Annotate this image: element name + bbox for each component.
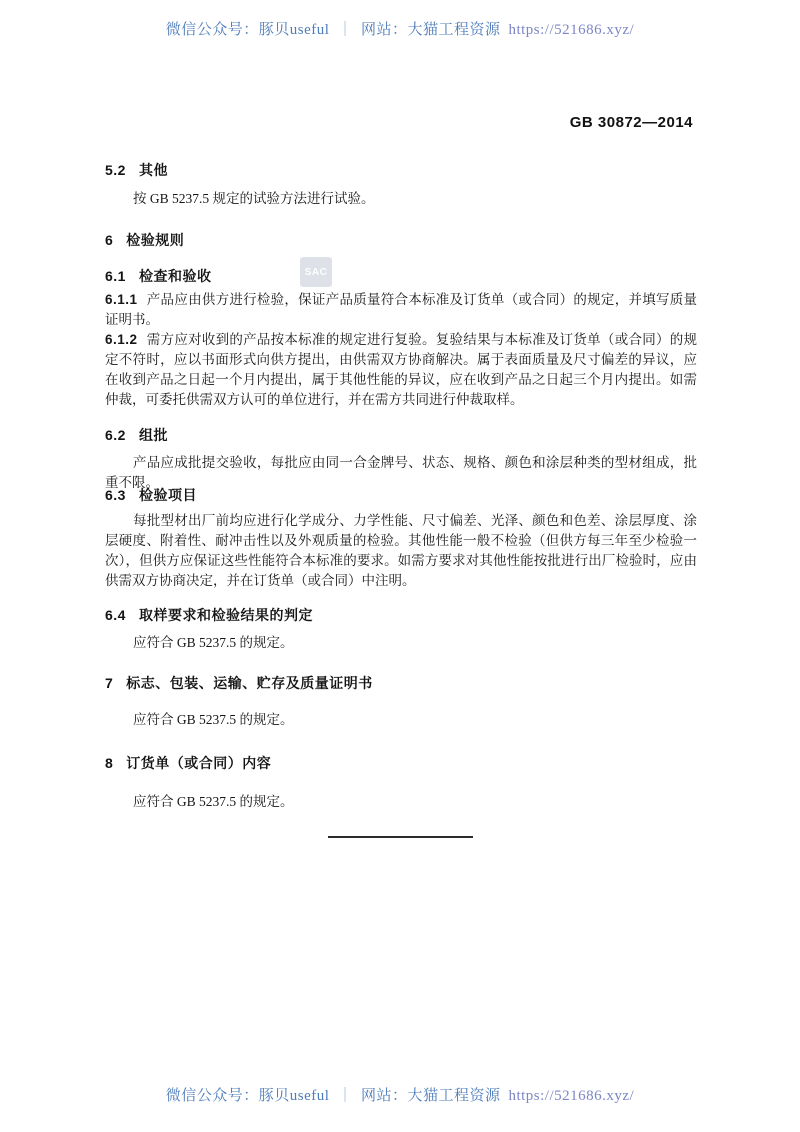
section-heading-6 (105, 230, 697, 250)
clause-number: 6.1.1 (105, 292, 138, 307)
section-title: 订货单（或合同）内容 (126, 755, 272, 771)
section-title: 标志、包装、运输、贮存及质量证明书 (126, 675, 373, 691)
wechat-account-label: 微信公众号：豚贝useful (165, 1088, 330, 1104)
section-title: 组批 (138, 427, 168, 443)
site-url-link[interactable]: https://521686.xyz/ (508, 1088, 635, 1104)
banner-separator: ｜ (337, 22, 353, 38)
paragraph-6-4: 应符合 GB 5237.5 的规定。 (133, 635, 294, 650)
banner-separator: ｜ (337, 1088, 353, 1104)
section-number: 6 (105, 232, 114, 248)
section-number: 6.1 (105, 268, 126, 284)
paragraph-8: 应符合 GB 5237.5 的规定。 (133, 794, 294, 809)
section-title: 检验项目 (138, 487, 197, 503)
end-of-document-rule (328, 836, 473, 838)
watermark-stamp (300, 257, 332, 287)
section-number: 5.2 (105, 162, 126, 178)
section-number: 6.2 (105, 427, 126, 443)
paragraph-7: 应符合 GB 5237.5 的规定。 (133, 712, 294, 727)
section-number: 6.4 (105, 607, 126, 623)
section-heading-6-3 (105, 485, 697, 505)
section-title: 检查和验收 (138, 268, 212, 284)
section-heading-5-2 (105, 160, 697, 180)
clause-text: 产品应由供方进行检验，保证产品质量符合本标准及订货单（或合同）的规定，并填写质量证明书。 (105, 292, 697, 327)
clause-6-1-1 (105, 290, 697, 330)
section-title: 取样要求和检验结果的判定 (138, 607, 313, 623)
clause-text: 需方应对收到的产品按本标准的规定进行复验。复验结果与本标准及订货单（或合同）的规定不符时，应以书面形式向供方提出，由供需双方协商解决。属于表面质量及尺寸偏差的异议，应在收到产品之日起一个月内提出，属于其他性能的异议，应在收到产品之日起三个月内提出。如需仲裁，可委托供需双方认可的单位进行，并在需方共同进行仲裁取样。 (105, 332, 697, 407)
paragraph-5-2: 按 GB 5237.5 规定的试验方法进行试验。 (133, 191, 375, 206)
section-heading-6-4 (105, 605, 697, 625)
paragraph-6-3: 每批型材出厂前均应进行化学成分、力学性能、尺寸偏差、光泽、颜色和色差、涂层厚度、涂层硬度、附着性、耐冲击性以及外观质量的检验。其他性能一般不检验（但供方每三年至少检验一次），但供方应保证这些性能符合本标准的要求。如需方要求对其他性能按批进行出厂检验时，应由供需双方协商决定，并在订货单（或合同）中注明。 (105, 513, 697, 588)
section-number: 7 (105, 675, 114, 691)
section-number: 6.3 (105, 487, 126, 503)
wechat-account-label: 微信公众号：豚贝useful (165, 22, 330, 38)
footer-banner (0, 1084, 800, 1105)
section-heading-6-1 (105, 266, 697, 286)
section-heading-8 (105, 753, 697, 773)
clause-number: 6.1.2 (105, 332, 138, 347)
header-banner (0, 18, 800, 39)
site-label: 网站：大猫工程资源 (360, 22, 501, 38)
site-label: 网站：大猫工程资源 (360, 1088, 501, 1104)
section-heading-6-2 (105, 425, 697, 445)
section-number: 8 (105, 755, 114, 771)
section-title: 其他 (138, 162, 168, 178)
clause-6-1-2 (105, 330, 697, 410)
standard-number: GB 30872—2014 (569, 114, 693, 131)
clause-block-6-1 (105, 290, 697, 410)
paragraph-6-2: 产品应成批提交验收，每批应由同一合金牌号、状态、规格、颜色和涂层种类的型材组成，批重不限。 (105, 455, 697, 490)
site-url-link[interactable]: https://521686.xyz/ (508, 22, 635, 38)
section-title: 检验规则 (126, 232, 185, 248)
section-heading-7 (105, 673, 697, 693)
watermark-text: SAC (304, 266, 328, 278)
